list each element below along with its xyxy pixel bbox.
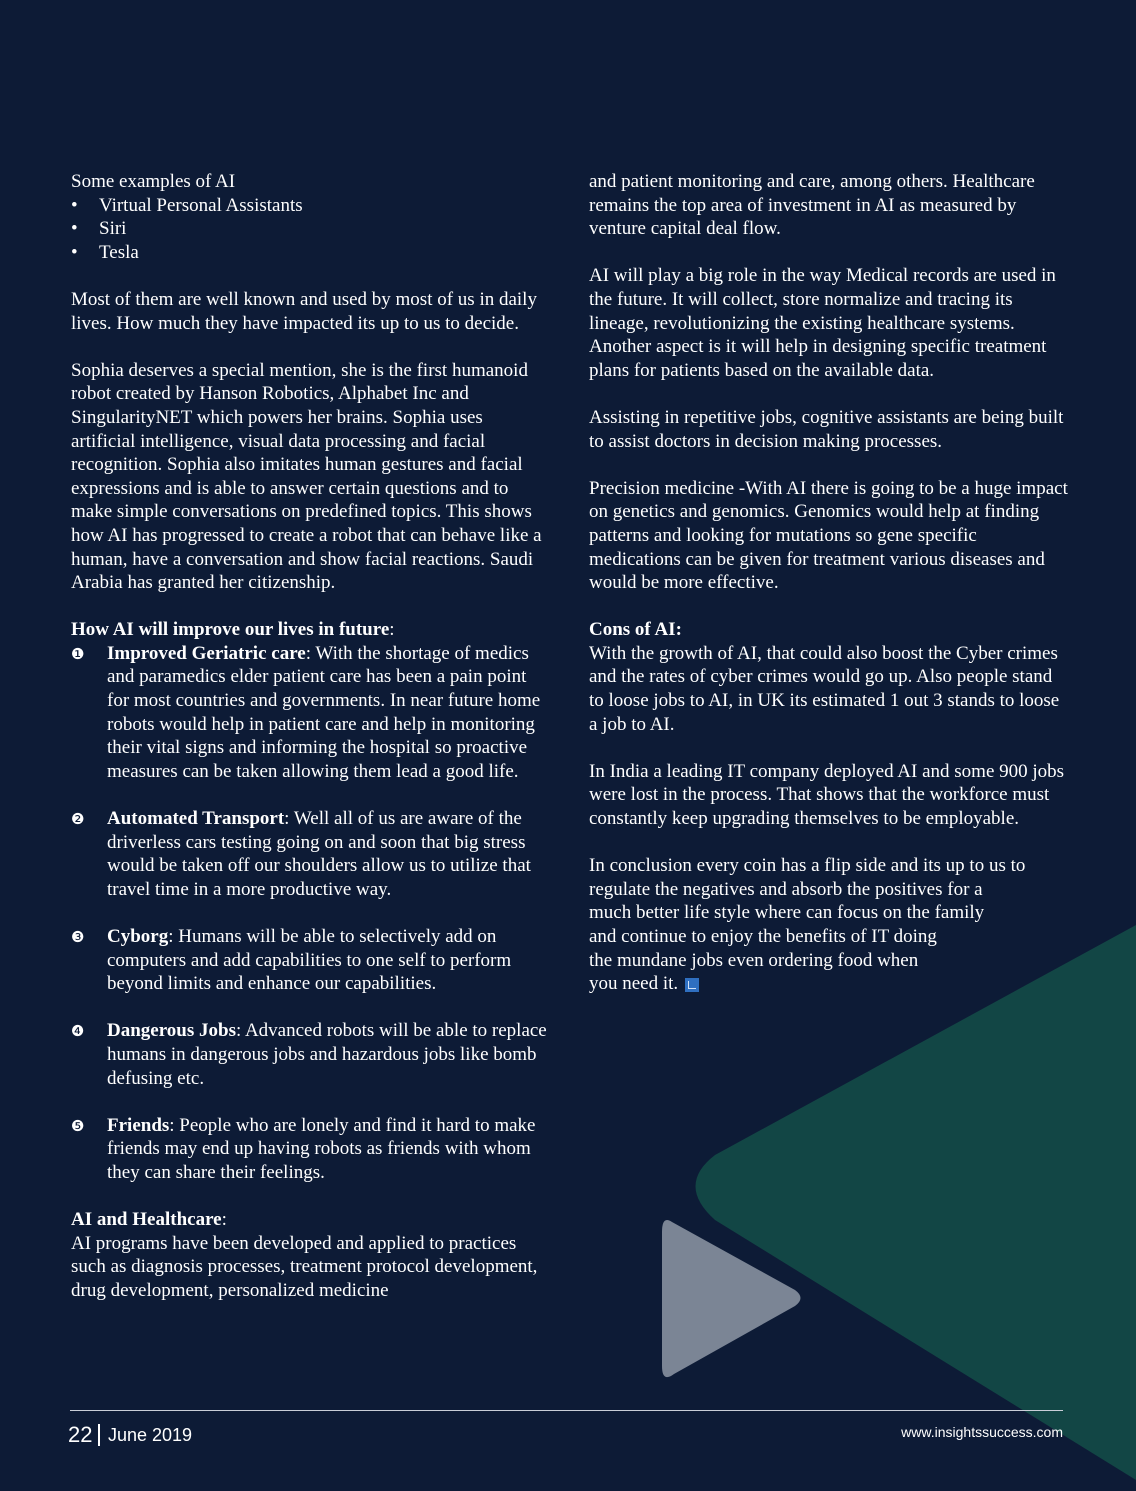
item-title: Dangerous Jobs (107, 1020, 236, 1042)
healthcare-heading-text: AI and Healthcare (71, 1209, 222, 1231)
healthcare-heading: AI and Healthcare: (71, 1209, 227, 1231)
list-item: • Tesla (71, 241, 549, 265)
cons-heading-text: Cons of AI: (589, 619, 682, 641)
issue-date: June 2019 (107, 1424, 193, 1445)
future-heading-text: How AI will improve our lives in future (71, 619, 390, 641)
paragraph-precision-medicine: Precision medicine -With AI there is going to be a huge impact on genetics and genomics. Genomics would help at finding patterns and looking for mutations so gene specific medications can be given for treatment various diseases and would be more effective. (589, 477, 1068, 594)
left-column (71, 170, 549, 1303)
paragraph-cons: With the growth of AI, that could also boost the Cyber crimes and the rates of cyber crimes would go up. Also people stand to loose jobs to AI, in UK its estimated 1 out 3 stands to loose a job to AI. (589, 642, 1060, 735)
paragraph-treatment-plans: Another aspect is it will help in designing specific treatment plans for patients based on the available data. (589, 336, 1047, 381)
teal-triangle-shape (696, 925, 1136, 1480)
conclusion-line: the mundane jobs even ordering food when (589, 949, 919, 971)
item-title: Automated Transport (107, 808, 285, 830)
end-mark-icon (685, 978, 699, 992)
item-text: : People who are lonely and find it hard to make friends may end up having robots as friends with whom they can share their feelings. (107, 1114, 536, 1183)
paragraph-conclusion (589, 854, 1069, 996)
list-item (71, 925, 549, 996)
footer-separator (98, 1424, 100, 1446)
examples-intro: Some examples of AI (71, 171, 236, 192)
paragraph-sophia: Sophia deserves a special mention, she is the first humanoid robot created by Hanson Robotics, Alphabet Inc and SingularityNET which powers her brains. Sophia uses artificial intelligence, visual data processing and facial recognition. Sophia also imitates human gestures and facial expressions and is able to answer certain questions and to make simple conversations on predefined topics. This shows how AI has progressed to create a robot that can behave like a human, have a conversation and show facial reactions. Saudi Arabia has granted her citizenship. (71, 359, 542, 594)
paragraph-patient-monitoring: and patient monitoring and care, among others. Healthcare remains the top area of investment in AI as measured by venture capital deal flow. (589, 171, 1035, 240)
list-item (71, 1114, 549, 1185)
item-title: Cyborg (107, 926, 169, 947)
page-number: 22 (68, 1422, 93, 1447)
cons-heading (589, 618, 1069, 642)
conclusion-line: regulate the negatives and absorb the positives for a (589, 878, 983, 900)
list-item (71, 642, 549, 784)
examples-list (71, 194, 549, 265)
item-text: : With the shortage of medics and paramedics elder patient care has been a pain point for most countries and governments. In near future home robots would help in patient care and help in monitoring their vital signs and informing the hospital so proactive measures can be taken allowing them lead a good life. (107, 642, 541, 782)
item-title: Friends (107, 1114, 170, 1136)
future-list (71, 642, 549, 1185)
number-marker: ❸ (71, 928, 85, 946)
paragraph-medical-records: AI will play a big role in the way Medical records are used in the future. It will collect, store normalize and tracing its lineage, revolutionizing the existing healthcare systems. (589, 265, 1056, 334)
website-url[interactable]: www.insightssuccess.com (901, 1424, 1063, 1440)
paragraph-repetitive-jobs: Assisting in repetitive jobs, cognitive assistants are being built to assist doctors in decision making processes. (589, 406, 1064, 452)
paragraph-india: In India a leading IT company deployed AI and some 900 jobs were lost in the process. That shows that the workforce must constantly keep upgrading themselves to be employable. (589, 760, 1065, 830)
number-marker: ❹ (71, 1022, 85, 1041)
number-marker: ❷ (71, 810, 85, 829)
list-item (71, 807, 549, 901)
paragraph-well-known: Most of them are well known and used by most of us in daily lives. How much they have impacted its up to us to decide. (71, 288, 537, 334)
conclusion-line: In conclusion every coin has a flip side and its up to us to (589, 855, 1026, 877)
number-marker: ❺ (71, 1116, 85, 1135)
item-title: Improved Geriatric care (107, 642, 306, 664)
paragraph-healthcare: AI programs have been developed and applied to practices such as diagnosis processes, treatment protocol development, drug development, personalized medicine (71, 1232, 538, 1301)
conclusion-line: you need it. (589, 973, 679, 995)
list-item: • Virtual Personal Assistants (71, 194, 549, 218)
list-item: • Siri (71, 217, 549, 241)
right-column (589, 170, 1069, 996)
footer-page-info (68, 1422, 192, 1448)
conclusion-line: and continue to enjoy the benefits of IT doing (589, 926, 937, 947)
item-text: : Advanced robots will be able to replace humans in dangerous jobs and hazardous jobs like bomb defusing etc. (107, 1020, 547, 1089)
list-item (71, 1019, 549, 1090)
footer-divider (70, 1410, 1063, 1411)
conclusion-line: much better life style where can focus on the family (589, 902, 985, 924)
item-text: : Humans will be able to selectively add on computers and add capabilities to one self to perform beyond limits and enhance our capabilities. (107, 926, 512, 995)
conclusion-last-line (589, 972, 1069, 996)
item-text: : Well all of us are aware of the driverless cars testing going on and soon that big stress would be taken off our shoulders allow us to utilize that travel time in a more productive way. (107, 808, 531, 900)
number-marker: ❶ (71, 644, 85, 663)
future-heading: How AI will improve our lives in future: (71, 619, 395, 641)
